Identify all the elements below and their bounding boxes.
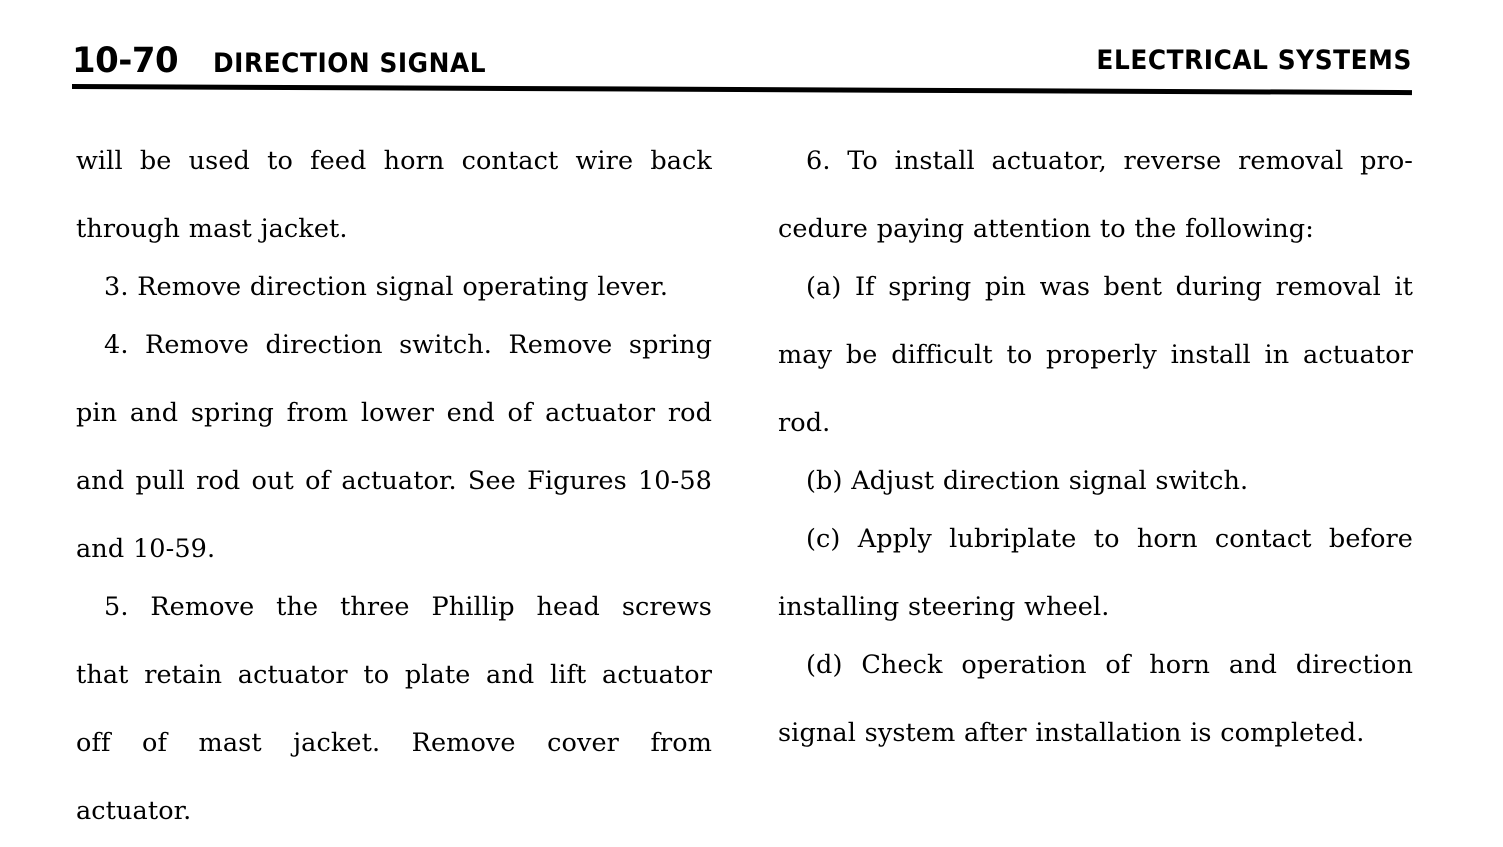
page-folio: 10-70 [72,41,179,81]
paragraph-item-a [778,270,1413,440]
text-line: (d) Check operation of horn and direction [806,650,1413,680]
text-line: (c) Apply lubriplate to horn contact before [806,524,1413,554]
text-line: that retain actuator to plate and lift actuator [76,660,712,690]
running-head [72,41,1412,88]
text-line: (b) Adjust direction signal switch. [806,466,1249,496]
text-line: 4. Remove direction switch. Remove spring [104,330,712,360]
text-line: actuator. [76,796,192,826]
text-line: 6. To install actuator, reverse removal pro- [806,146,1413,176]
running-head-left [72,41,510,81]
text-line: may be difficult to properly install in actuator [778,340,1413,370]
text-line: 5. Remove the three Phillip head screws [104,592,712,622]
text-line: 3. Remove direction signal operating lever. [104,272,669,302]
manual-title: ELECTRICAL SYSTEMS [1096,45,1412,76]
paragraph-item-d [778,648,1413,750]
paragraph-item-c [778,522,1413,624]
text-line: will be used to feed horn contact wire back [76,146,712,176]
text-line: through mast jacket. [76,214,348,244]
text-line: installing steering wheel. [778,592,1110,622]
paragraph-step-4 [76,328,712,566]
text-line: off of mast jacket. Remove cover from [76,728,712,758]
text-line: rod. [778,408,831,438]
paragraph-step-6 [778,144,1413,246]
text-line: cedure paying attention to the following: [778,214,1314,244]
paragraph-step-5 [76,590,712,828]
text-line: pin and spring from lower end of actuator rod [76,398,712,428]
text-line: and pull rod out of actuator. See Figures 10-58 [76,466,712,496]
paragraph-continuation [76,144,712,246]
text-line: and 10-59. [76,534,216,564]
section-title: DIRECTION SIGNAL [213,48,487,79]
text-line: signal system after installation is completed. [778,718,1365,748]
left-column [76,144,712,828]
text-line: (a) If spring pin was bent during removal it [806,272,1413,302]
paragraph-item-b [778,464,1413,498]
right-column [778,144,1413,750]
paragraph-step-3 [76,270,712,304]
